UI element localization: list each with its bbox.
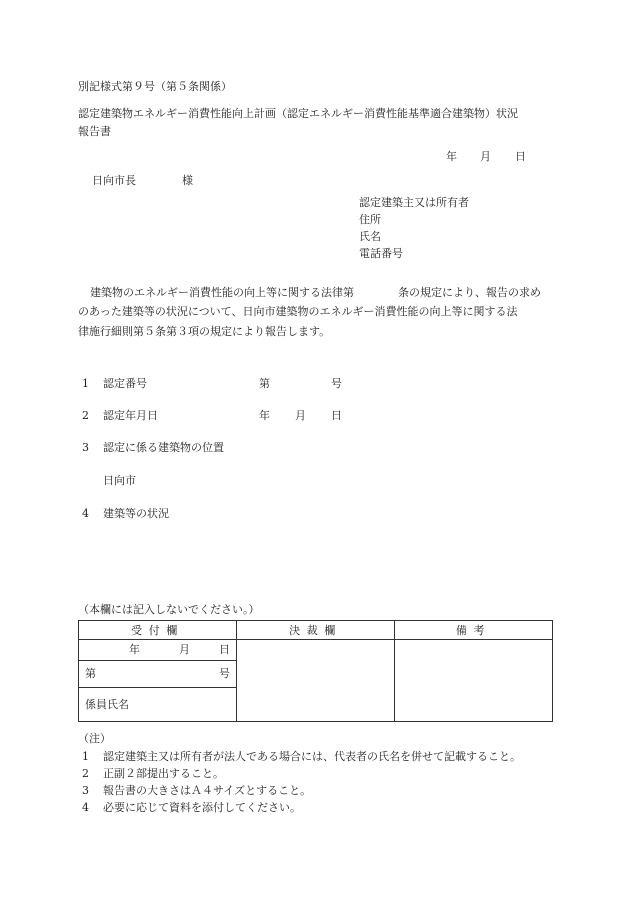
reception-number-cell [79, 661, 237, 688]
body-line-1a: 建築物のエネルギー消費性能の向上等に関する法律第 [90, 286, 354, 299]
addressee-name: 日向市長 [92, 174, 136, 187]
cert-number-prefix: 第 [259, 377, 270, 390]
reception-day-label: 日 [219, 643, 230, 656]
office-use-table [78, 620, 553, 722]
item-number: 2 [82, 409, 89, 422]
item-label: 建築等の状況 [103, 507, 169, 520]
office-table-caption: （本欄には記入しないでください。） [78, 603, 260, 616]
staff-name-label: 係員氏名 [85, 698, 129, 711]
staff-name-cell [79, 688, 237, 722]
cert-date-day: 日 [331, 409, 342, 422]
body-line-2: のあった建築等の状況について、日向市建築物のエネルギー消費性能の向上等に関する法 [78, 305, 518, 318]
reception-month-label: 月 [179, 643, 190, 656]
cert-number-suffix: 号 [331, 377, 342, 390]
reporter-address-label: 住所 [359, 213, 381, 226]
item-number: 1 [82, 377, 89, 390]
note-number: 2 [82, 767, 89, 780]
note-text: 認定建築主又は所有者が法人である場合には、代表者の氏名を併せて記載すること。 [103, 750, 521, 763]
date-year-label: 年 [446, 150, 457, 163]
title-line-2: 報告書 [78, 125, 111, 138]
note-number: 3 [82, 784, 89, 797]
date-day-label: 日 [515, 150, 526, 163]
item-label: 認定年月日 [103, 409, 158, 422]
item-number: 4 [82, 507, 89, 520]
remarks-cell [395, 640, 553, 722]
item-number: 3 [82, 441, 89, 454]
remarks-header: 備考 [395, 621, 553, 640]
note-text: 正副２部提出すること。 [103, 767, 224, 780]
item-label: 認定番号 [103, 377, 147, 390]
cert-date-year: 年 [259, 409, 270, 422]
body-line-3: 律施行細則第５条第３項の規定により報告します。 [78, 325, 331, 338]
note-text: 必要に応じて資料を添付してください。 [103, 801, 301, 814]
addressee-honorific: 様 [182, 174, 193, 187]
notes-heading: （注） [78, 732, 111, 745]
reception-date-cell [79, 640, 237, 661]
note-text: 報告書の大きさはＡ４サイズとすること。 [103, 784, 312, 797]
building-location-value: 日向市 [103, 474, 136, 487]
reception-header: 受付欄 [79, 621, 237, 640]
reporter-phone-label: 電話番号 [359, 247, 403, 260]
body-line-1b: 条の規定により、報告の求め [398, 286, 541, 299]
cert-date-month: 月 [295, 409, 306, 422]
form-number: 別記様式第９号（第５条関係） [78, 80, 232, 93]
note-number: 4 [82, 801, 89, 814]
approval-header: 決裁欄 [237, 621, 395, 640]
reporter-name-label: 氏名 [359, 230, 381, 243]
date-month-label: 月 [480, 150, 491, 163]
reporter-role: 認定建築主又は所有者 [359, 196, 469, 209]
approval-cell [237, 640, 395, 722]
title-line-1: 認定建築物エネルギー消費性能向上計画（認定エネルギー消費性能基準適合建築物）状況 [78, 107, 518, 120]
note-number: 1 [82, 750, 89, 763]
reception-number-suffix: 号 [219, 667, 230, 680]
reception-year-label: 年 [129, 643, 140, 656]
reception-number-prefix: 第 [85, 667, 96, 680]
item-label: 認定に係る建築物の位置 [103, 441, 224, 454]
